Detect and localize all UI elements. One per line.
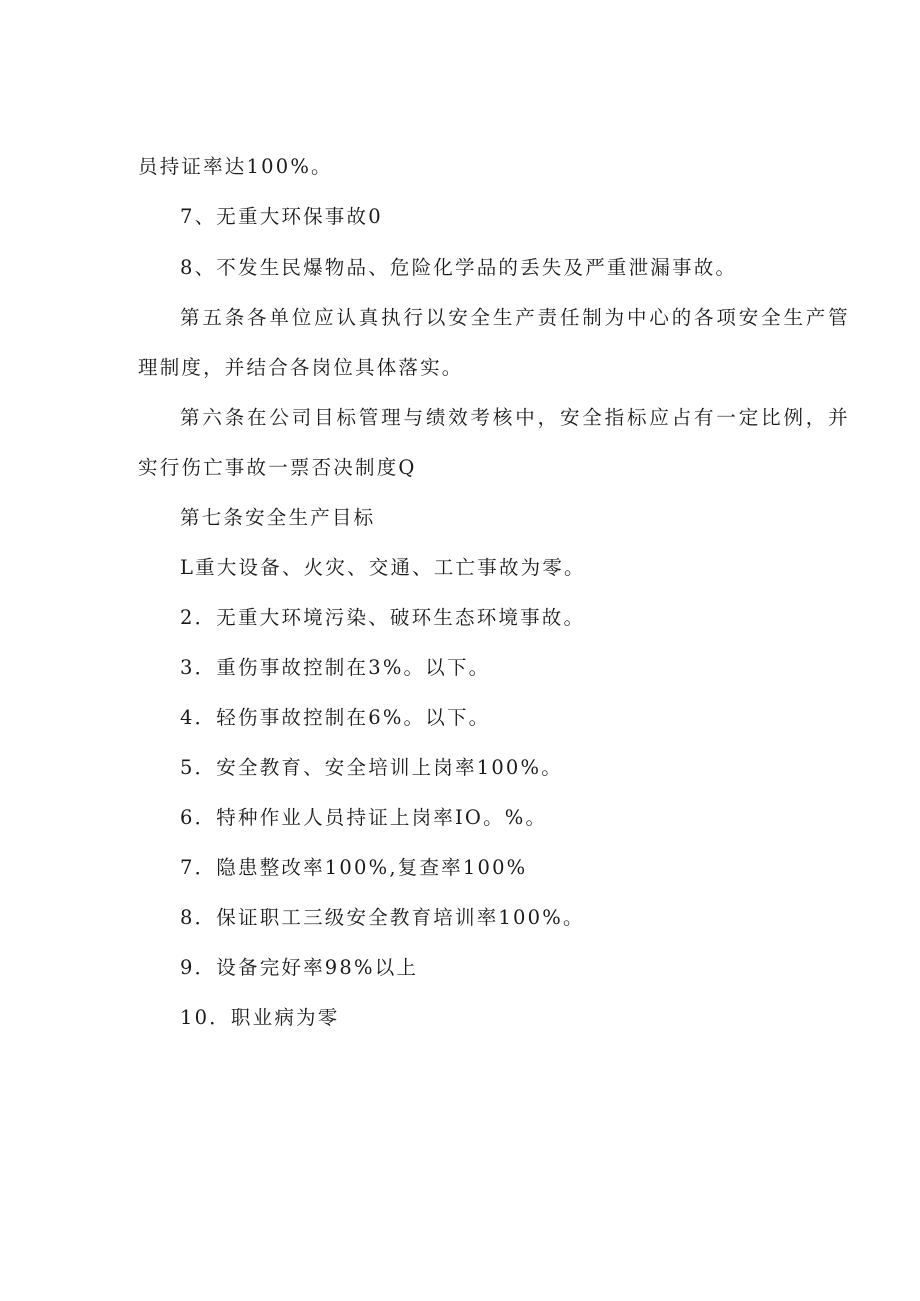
- text-line-1: 员持证率达100%。: [138, 155, 333, 178]
- goal-item-6: 6．特种作业人员持证上岗率IO。%。: [180, 806, 548, 829]
- goal-item-8: 8．保证职工三级安全教育培训率100%。: [180, 906, 585, 929]
- goal-item-4: 4．轻伤事故控制在6%。以下。: [180, 706, 491, 729]
- paragraph-article-5-line-2: 理制度，并结合各岗位具体落实。: [138, 356, 464, 379]
- article-7-heading: 第七条安全生产目标: [180, 506, 376, 529]
- paragraph-article-6-line-1: 第六条在公司目标管理与绩效考核中，安全指标应占有一定比例，并: [180, 406, 851, 429]
- goal-item-1: L重大设备、火灾、交通、工亡事故为零。: [180, 556, 586, 579]
- goal-item-3: 3．重伤事故控制在3%。以下。: [180, 656, 491, 679]
- goal-item-2: 2．无重大环境污染、破环生态环境事故。: [180, 606, 586, 629]
- text-line-2: 7、无重大环保事故0: [180, 205, 383, 228]
- goal-item-10: 10．职业病为零: [180, 1006, 340, 1029]
- goal-item-7: 7．隐患整改率100%,复查率100%: [180, 856, 528, 879]
- text-line-3: 8、不发生民爆物品、危险化学品的丢失及严重泄漏事故。: [180, 256, 738, 279]
- goal-item-9: 9．设备完好率98%以上: [180, 956, 419, 979]
- paragraph-article-6-line-2: 实行伤亡事故一票否决制度Q: [138, 456, 417, 479]
- goal-item-5: 5．安全教育、安全培训上岗率100%。: [180, 756, 563, 779]
- paragraph-article-5-line-1: 第五条各单位应认真执行以安全生产责任制为中心的各项安全生产管: [180, 306, 851, 329]
